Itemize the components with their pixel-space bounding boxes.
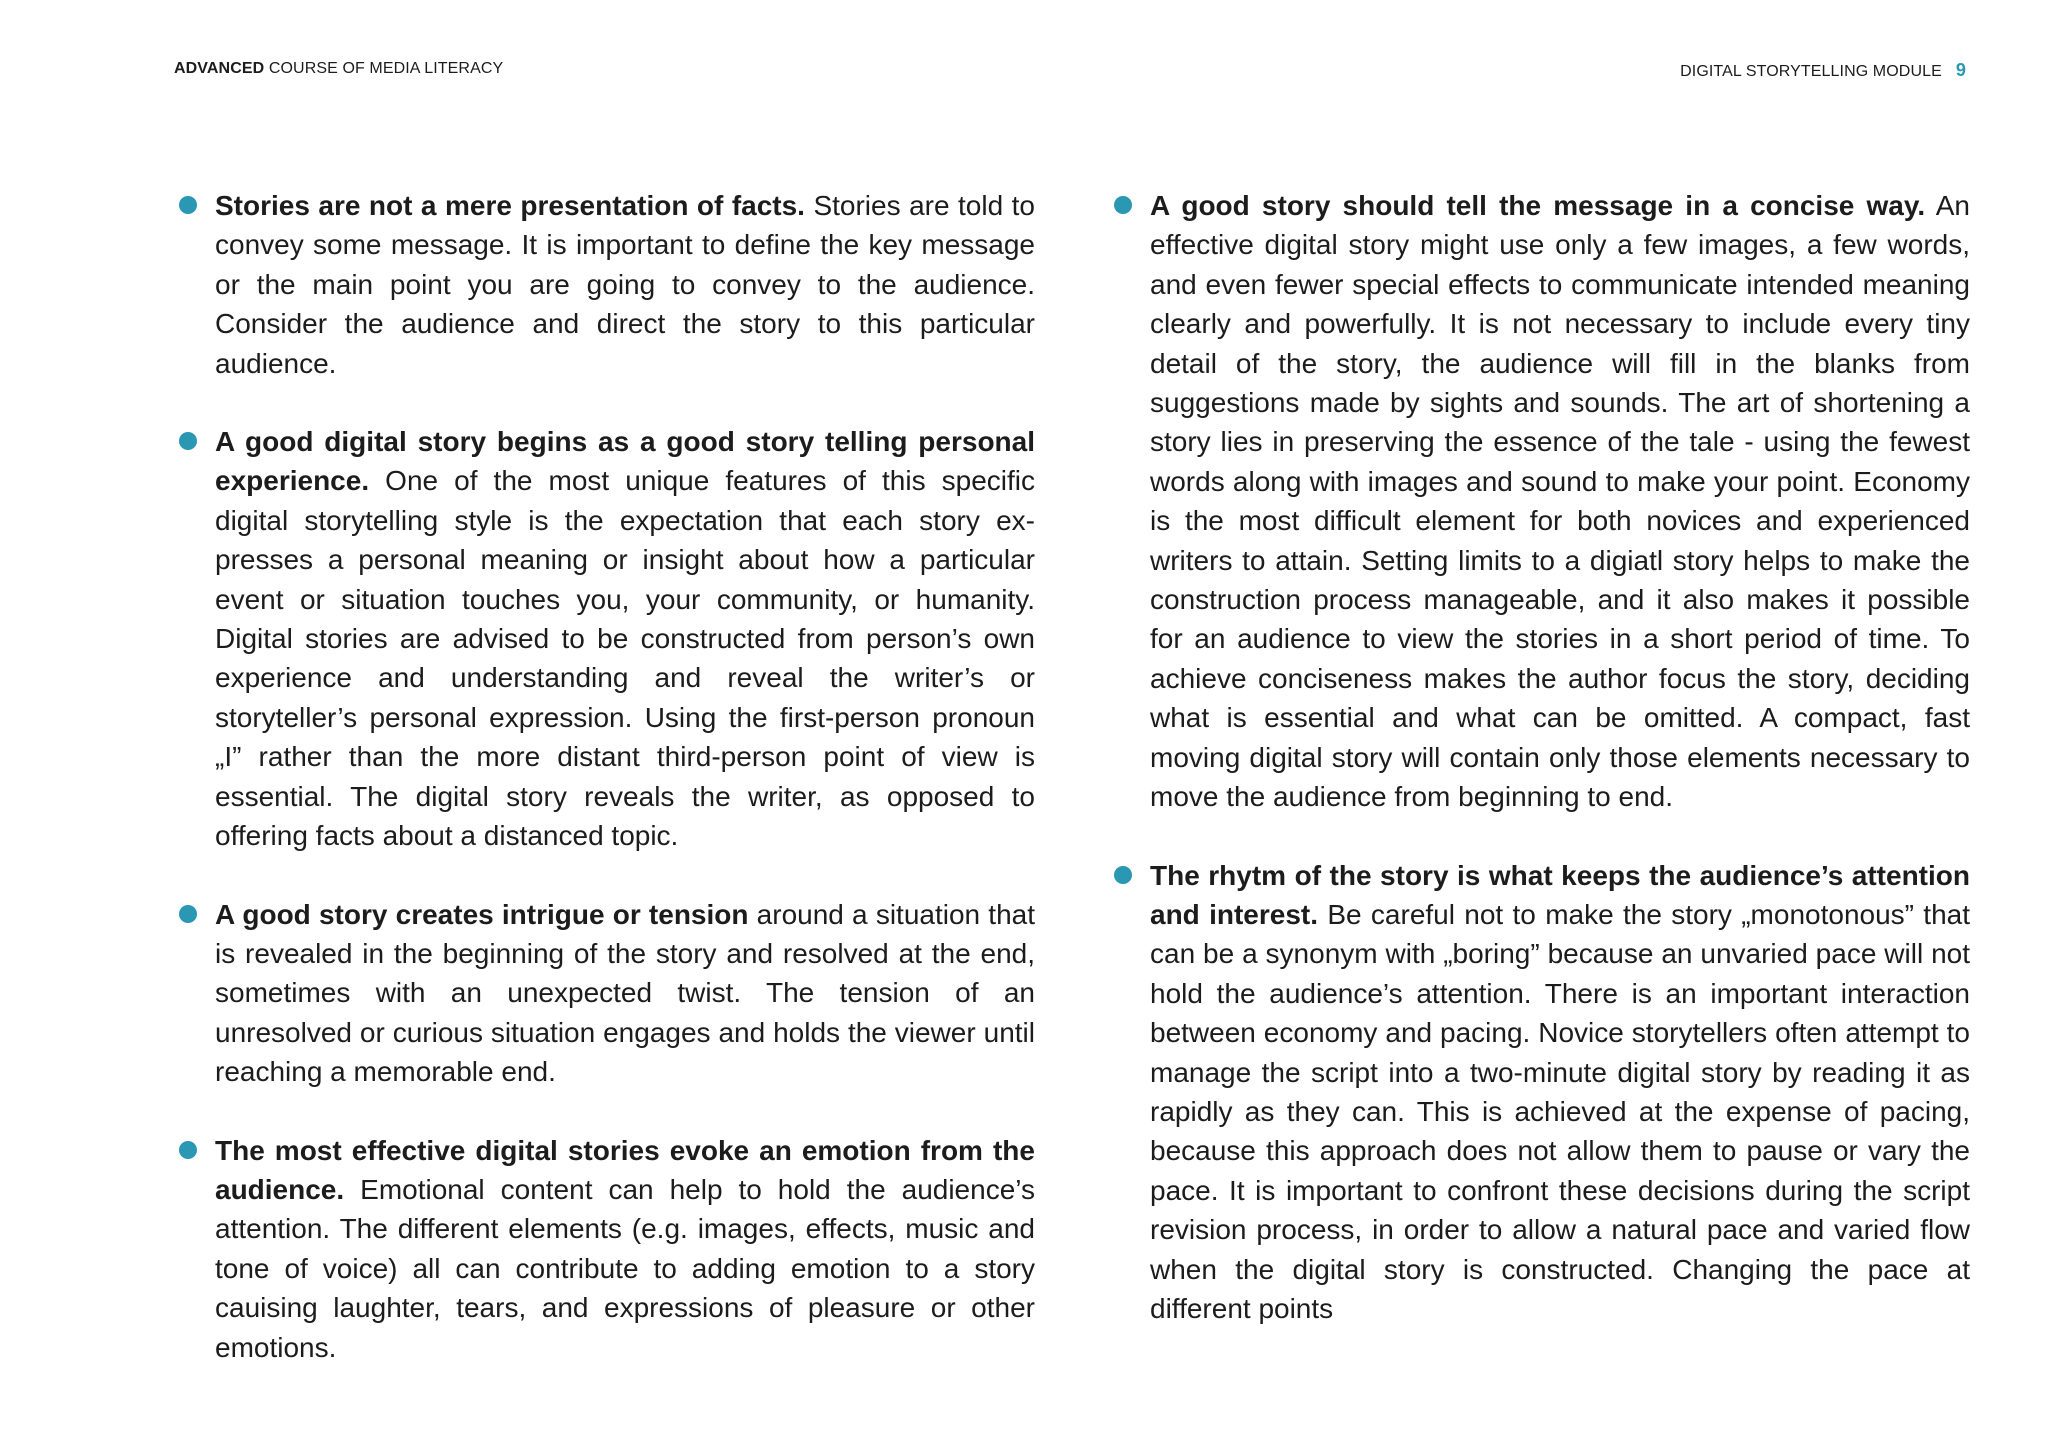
bullet-item — [215, 186, 1035, 383]
bullet-text: Emotional content can help to hold the audience’s attention. The different elements (e.g. images, effects, music and tone of voice) all can contribute to adding emotion to a story cauising laughter, tears, and expressions of pleasure or other emotions. — [215, 1173, 1035, 1363]
bullet-dot-icon — [1114, 866, 1132, 884]
right-column — [1150, 186, 1970, 1367]
bullet-dot-icon — [179, 1141, 197, 1159]
bullet-text: Stories are told to convey some message. It is important to define the key message or the main point you are going to convey to the audience. Consider the audience and direct the story to this particular audience. — [215, 190, 1035, 379]
bullet-lead: The rhytm of the story is what keeps the audience’s attention and interest. — [1150, 859, 1970, 930]
bullet-lead: A good story creates intrigue or tension — [215, 898, 749, 930]
bullet-dot-icon — [179, 905, 197, 923]
bullet-dot-icon — [1114, 196, 1132, 214]
bullet-item — [215, 1131, 1035, 1367]
left-column — [215, 186, 1035, 1406]
bullet-lead: The most effective digital stories evoke an emotion from the audience. — [215, 1134, 1035, 1205]
bullet-text: Be careful not to make the story „monotonous” that can be a synonym with „boring” because an unvaried pace will not hold the audience’s attention. There is an important interaction between economy and pacing. Novice storytellers often attempt to manage the script into a two-minute digital story by reading it as rapidly as they can. This is achieved at the expense of pacing, because this approach does not allow them to pause or vary the pace. It is important to confront these decisions during the script revision process, in order to allow a natural pace and varied flow when the digital story is constructed. Changing the pace at different points — [1150, 898, 1971, 1324]
bullet-text: One of the most unique features of this specific digital storytelling style is the expectation that each story expresses a personal meaning or insight about how a particular event or situation touches you, your community, or humanity. Digital stories are advised to be constructed from person’s own experience and understanding and reveal the writer’s or storyteller’s personal expression. Using the first-person pronoun „I” rather than the more distant third-person point of view is essential. The digital story reveals the writer, as opposed to offering facts about a distanced topic. — [215, 465, 1035, 852]
bullet-item — [1150, 856, 1970, 1329]
page-number: 9 — [1955, 60, 1966, 80]
bullet-text: around a situation that is revealed in the beginning of the story and resolved at the end, sometimes with an unexpected twist. The tension of an unresolved or curious situation engages and holds the viewer until reaching a memorable end. — [215, 898, 1035, 1088]
bullet-dot-icon — [179, 196, 197, 214]
page-header — [0, 60, 2048, 84]
bullet-item — [1150, 186, 1970, 817]
running-head-right-title: DIGITAL STORYTELLING MODULE — [1680, 63, 1942, 80]
bullet-text: An effective digital story might use only a few images, a few words, and even fewer special effects to communicate intended meaning clearly and powerfully. It is not necessary to include every tiny detail of the story, the audience will fill in the blanks from suggestions made by sights and sounds. The art of shortening a story lies in preserving the essence of the tale - using the fewest words along with images and sound to make your point. Economy is the most difficult element for both novices and experienced writers to attain. Setting limits to a digiatl story helps to make the construction process manageable, and it also makes it possible for an audience to view the stories in a short period of time. To achieve conciseness makes the author focus the story, deciding what is essential and what can be omitted. A compact, fast moving digital story will contain only those elements necessary to move the audience from beginning to end. — [1150, 190, 1971, 813]
bullet-item — [215, 422, 1035, 855]
running-head-left-rest: COURSE OF MEDIA LITERACY — [264, 60, 504, 77]
bullet-dot-icon — [179, 432, 197, 450]
running-head-left-bold: ADVANCED — [174, 60, 265, 77]
running-head-right — [1680, 60, 1966, 81]
bullet-lead: A good story should tell the message in a concise way. — [1150, 190, 1926, 221]
bullet-lead: Stories are not a mere presentation of facts. — [215, 190, 805, 221]
running-head-left — [174, 60, 503, 78]
bullet-item — [215, 895, 1035, 1092]
bullet-lead: A good digital story begins as a good story telling personal experience. — [215, 426, 1035, 497]
